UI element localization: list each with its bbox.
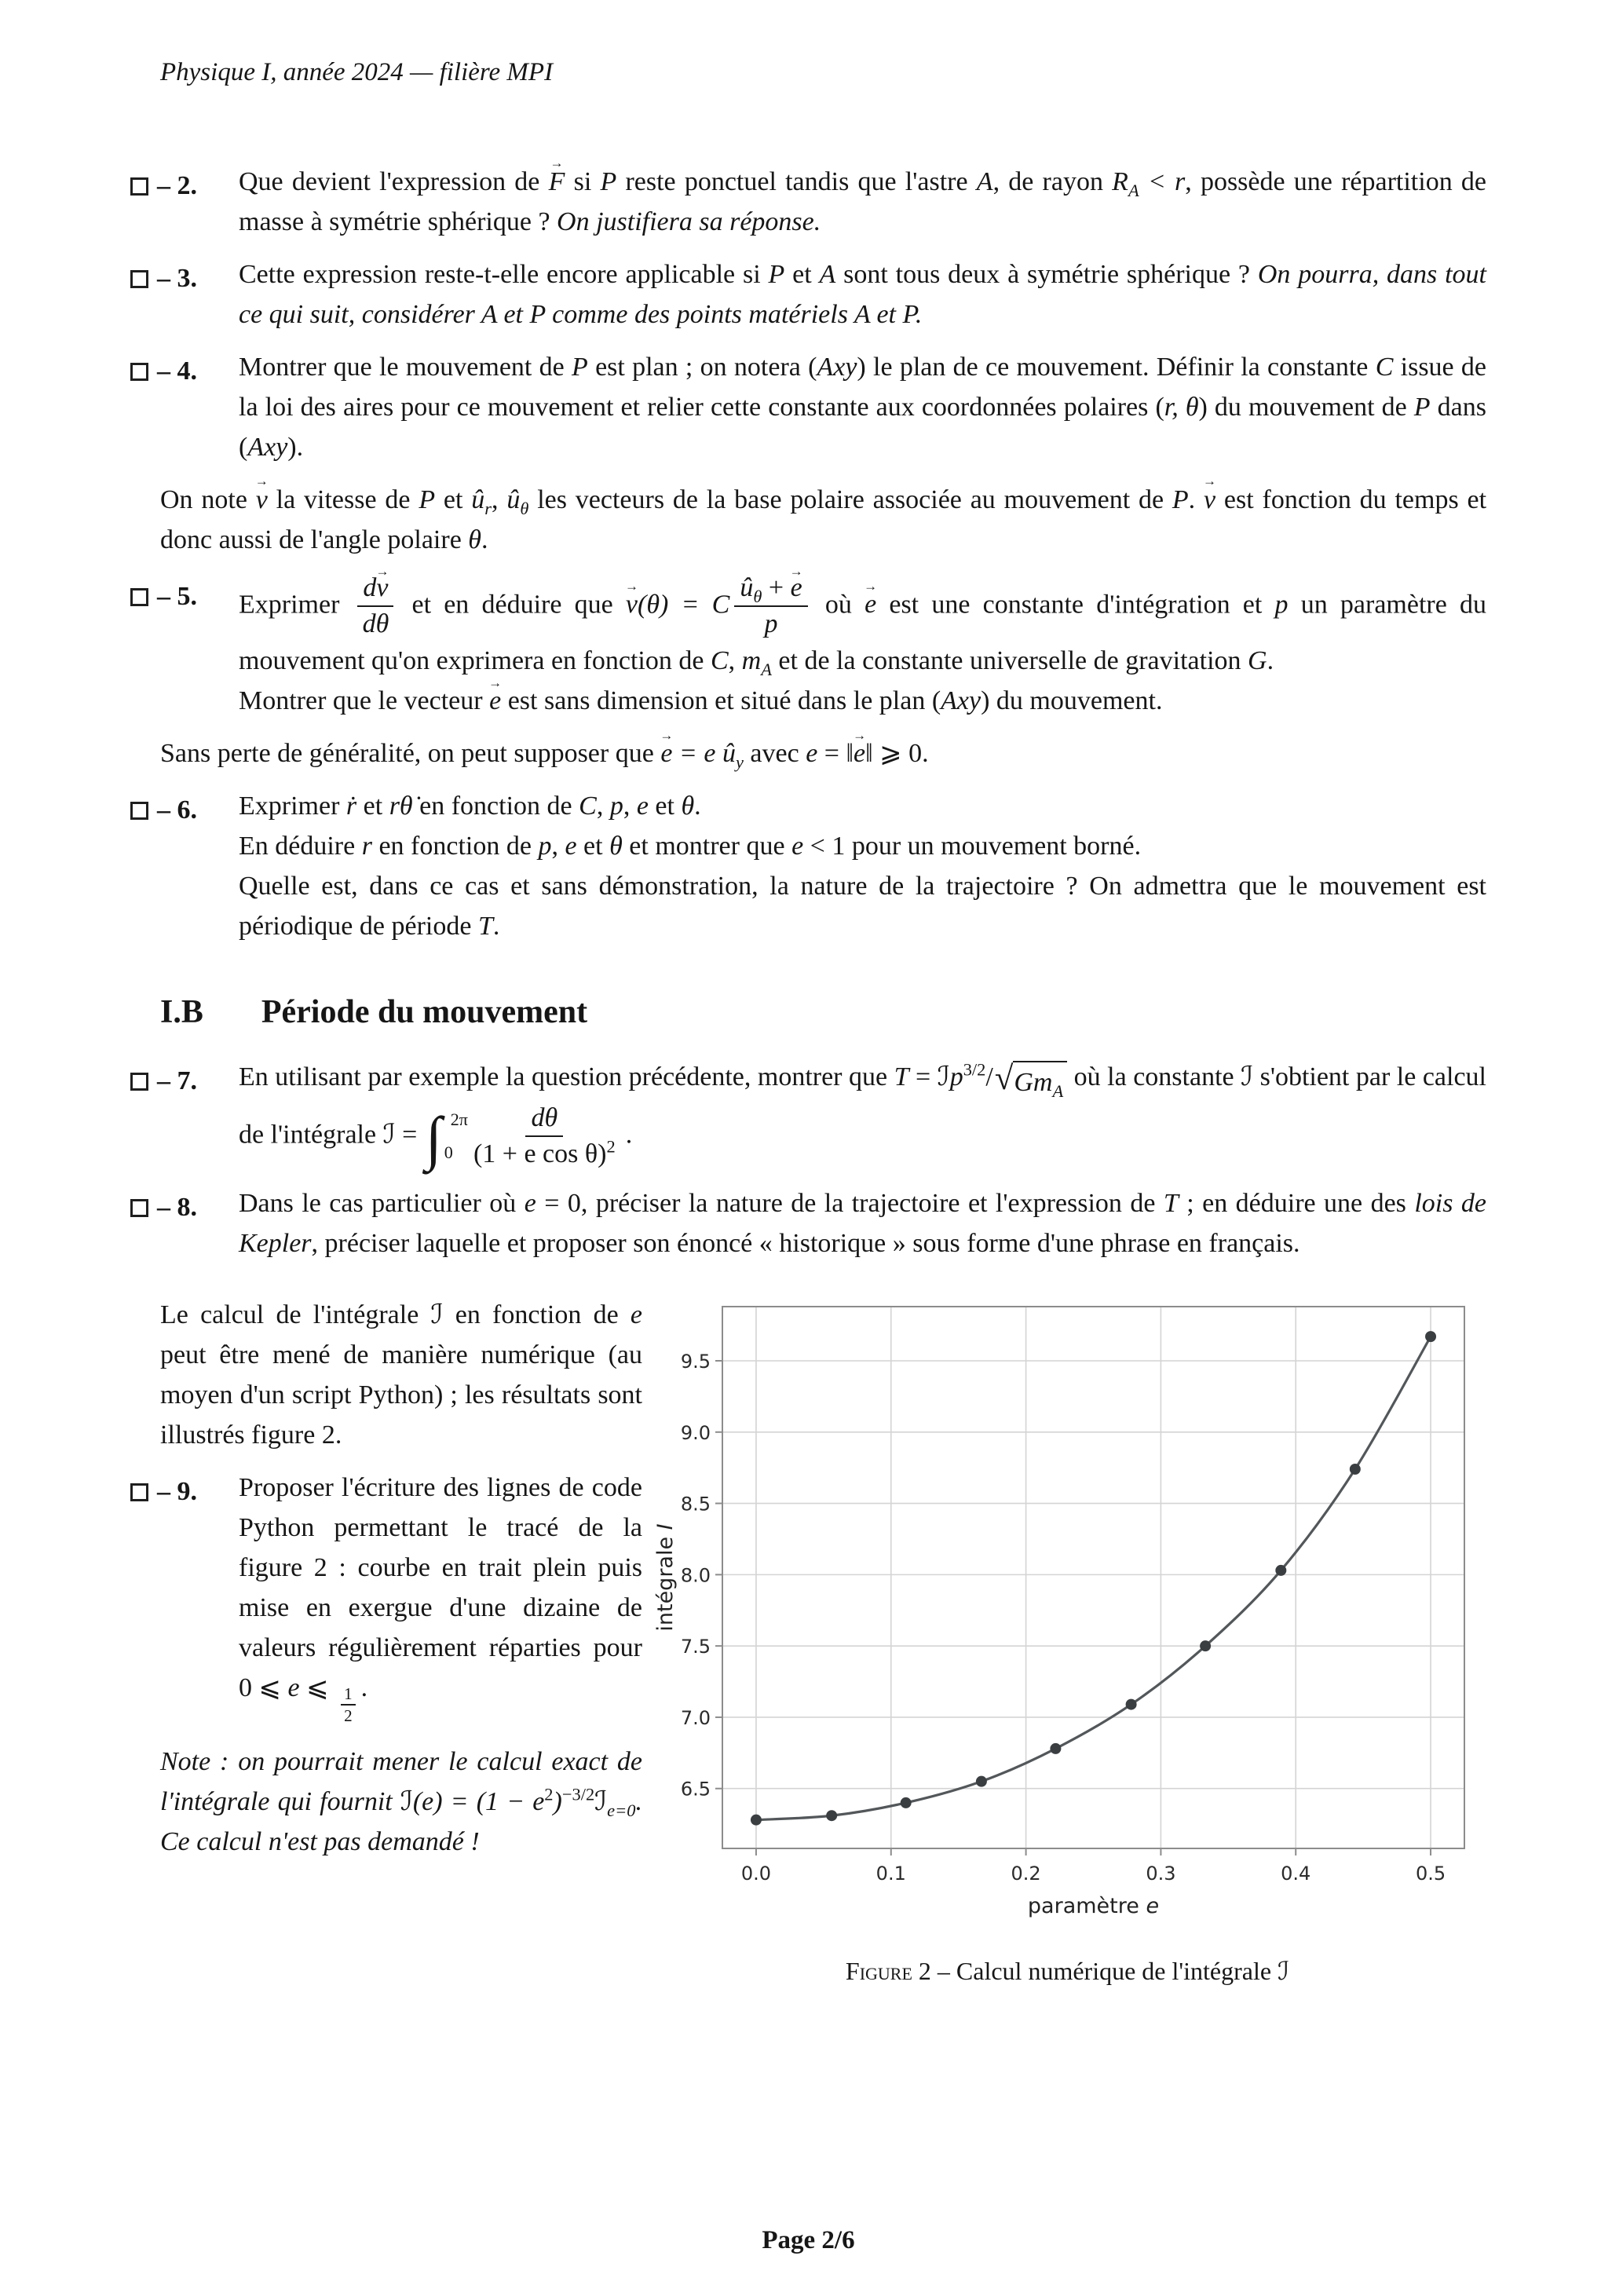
- text-segment: < 1 pour un mouvement borné.: [803, 832, 1142, 861]
- y-tick-label: 7.0: [680, 1707, 711, 1730]
- checkbox-icon: [130, 1073, 148, 1091]
- x-tick-label: 0.2: [1011, 1863, 1041, 1885]
- checkbox-icon: [130, 270, 148, 288]
- text-segment: ,: [728, 646, 742, 676]
- left-column: [130, 1295, 642, 1861]
- data-point: [900, 1797, 911, 1808]
- text-segment: A: [1128, 180, 1139, 200]
- text-segment: s'obtient par le calcul de l'intégrale: [239, 1062, 1486, 1150]
- text-segment: = ‖: [817, 739, 854, 769]
- text-segment: P: [1172, 484, 1189, 514]
- text-segment: 2 – Calcul numérique de l'intégrale: [912, 1957, 1278, 1986]
- document-header: [160, 53, 1486, 93]
- question-body: [239, 347, 1486, 467]
- text-segment: issue de la loi des aires pour ce mouvement et relier cette constante aux coordonnées polaires (: [239, 352, 1487, 422]
- data-point: [1125, 1699, 1136, 1710]
- integrand-fraction: [468, 1102, 621, 1172]
- text-segment: En utilisant par exemple la question précédente, montrer que: [239, 1062, 894, 1091]
- text-segment: 2: [606, 1137, 616, 1157]
- text-segment: dans (: [239, 392, 1486, 462]
- question-item-7: [130, 1057, 1486, 1172]
- text-segment: = e: [672, 739, 722, 769]
- right-column: [642, 1295, 1486, 1990]
- fraction-numerator: 1: [341, 1685, 356, 1706]
- text-segment: p: [609, 792, 623, 821]
- question-marker: [130, 1472, 197, 1512]
- question-body: [239, 786, 1486, 946]
- question-item-3: [130, 254, 1486, 335]
- vector-e: e →: [660, 733, 672, 773]
- fraction-uhat-e-over-p: [734, 572, 807, 642]
- text-segment: Axy: [817, 352, 857, 382]
- text-segment: r: [484, 498, 492, 518]
- text-segment: p: [764, 609, 778, 639]
- data-point: [1050, 1743, 1061, 1754]
- question-item-5: [130, 572, 1486, 722]
- question-6-paragraph-2: [239, 826, 1486, 866]
- text-segment: et: [576, 832, 610, 861]
- text-segment: P: [572, 352, 588, 382]
- text-segment: p: [1274, 590, 1289, 620]
- y-tick-label: 9.5: [680, 1351, 711, 1373]
- text-segment: θ: [520, 498, 529, 518]
- checkbox-icon: [130, 1199, 148, 1217]
- text-segment: sont tous deux à symétrie sphérique ?: [835, 259, 1258, 289]
- text-segment: Sans perte de généralité, on peut supposer que: [160, 739, 661, 769]
- text-segment: et: [356, 792, 389, 821]
- question-number: – 4.: [157, 356, 197, 386]
- text-segment: C: [1375, 352, 1394, 382]
- text-segment: û: [740, 572, 754, 602]
- text-segment: C: [579, 792, 597, 821]
- layout: e: [1145, 1894, 1159, 1919]
- layout: intégrale: [652, 1530, 678, 1632]
- text-segment: θ: [681, 792, 695, 821]
- question-5-paragraph-1: [239, 572, 1486, 682]
- text-segment: (θ) = C: [638, 590, 730, 620]
- question-number: – 2.: [157, 170, 197, 200]
- text-segment: Dans le cas particulier où: [239, 1189, 525, 1219]
- text-segment: θ: [753, 586, 762, 606]
- text-segment: En déduire: [239, 832, 362, 861]
- layout: paramètre: [1027, 1894, 1146, 1919]
- text-segment: ) du mouvement de: [1198, 392, 1414, 422]
- text-segment: R: [1112, 166, 1128, 196]
- text-segment: e: [791, 832, 804, 861]
- text-segment: y: [735, 751, 744, 772]
- text-segment: si: [565, 166, 601, 196]
- text-segment: dθ: [362, 609, 389, 639]
- text-segment: avec: [743, 739, 806, 769]
- data-point: [975, 1776, 986, 1787]
- question-number: – 6.: [157, 795, 197, 825]
- figure-2-chart: [652, 1295, 1484, 1923]
- bottom-columns: [130, 1295, 1486, 1990]
- question-marker: [130, 351, 197, 391]
- text-segment: Le calcul de l'intégrale: [160, 1300, 431, 1330]
- question-marker: [130, 790, 197, 830]
- text-segment: Quelle est, dans ce cas et sans démonstration, la nature de la trajectoire ? On admettra que le mouvement est périodique de période: [239, 872, 1486, 941]
- text-segment: < r: [1139, 166, 1186, 196]
- text-segment: ).: [287, 432, 304, 462]
- text-segment: .: [694, 792, 701, 821]
- paragraph-velocity: [160, 480, 1486, 560]
- data-point: [1425, 1331, 1436, 1342]
- script-I: ℐ: [594, 1785, 608, 1817]
- question-marker: [130, 1061, 197, 1101]
- text-segment: où la constante: [1067, 1062, 1241, 1091]
- question-5-paragraph-2: [239, 681, 1486, 721]
- question-number: – 7.: [157, 1066, 197, 1095]
- text-segment: P: [419, 484, 436, 514]
- text-segment: Cette expression reste-t-elle encore applicable si: [239, 259, 769, 289]
- text-segment: ,: [623, 792, 637, 821]
- fraction-one-half: [338, 1685, 358, 1725]
- text-segment: û: [722, 739, 736, 769]
- question-body: [239, 162, 1486, 242]
- text-segment: T: [1163, 1189, 1179, 1219]
- script-A: A: [481, 299, 497, 329]
- fraction-denominator: [468, 1137, 621, 1171]
- text-segment: Exprimer: [239, 792, 346, 821]
- integral: [425, 1105, 468, 1172]
- vector-v: v →: [376, 572, 388, 605]
- script-P: P: [529, 299, 546, 329]
- text-segment: .: [635, 1786, 642, 1816]
- text-segment: comme des points matériels A et P.: [545, 299, 923, 329]
- text-segment: A: [1052, 1080, 1064, 1101]
- integral-upper-limit: 2π: [450, 1110, 468, 1130]
- text-segment: et: [648, 792, 682, 821]
- y-tick-label: 9.0: [680, 1421, 711, 1444]
- text-segment: (e) = (1 − e: [412, 1786, 545, 1816]
- y-tick-label: 8.0: [680, 1564, 711, 1587]
- fraction-numerator: [525, 1102, 563, 1138]
- text-segment: On justifiera sa réponse.: [557, 207, 821, 236]
- text-segment: /: [985, 1062, 993, 1091]
- text-segment: m: [741, 646, 762, 676]
- text-segment: e: [630, 1300, 642, 1330]
- text-segment: et: [784, 259, 820, 289]
- text-segment: C: [710, 646, 729, 676]
- x-tick-label: 0.3: [1145, 1863, 1175, 1885]
- text-segment: en fonction de: [412, 792, 579, 821]
- x-tick-label: 0.5: [1415, 1863, 1446, 1885]
- text-segment: ,: [551, 832, 565, 861]
- text-segment: −3/2: [561, 1784, 595, 1804]
- plot-border: [722, 1307, 1464, 1848]
- text-segment: 3/2: [963, 1059, 986, 1080]
- paragraph-e-vector: [160, 733, 1486, 773]
- question-marker: [130, 1187, 197, 1227]
- page-number: Page 2/6: [762, 2225, 855, 2254]
- text-segment: Ce calcul n'est pas demandé !: [160, 1826, 480, 1856]
- vector-v: v →: [256, 480, 268, 520]
- question-number: – 5.: [157, 581, 197, 611]
- text-segment: Proposer l'écriture des lignes de code Python permettant le tracé de la figure 2 : courbe en trait plein puis mise en exergue d'une dizaine de valeurs régulièrement réparties pour 0 ⩽: [239, 1473, 642, 1703]
- script-A: A: [819, 259, 836, 289]
- text-segment: est plan ; on notera (: [587, 352, 817, 382]
- text-segment: .: [1267, 646, 1274, 676]
- section-heading: [160, 992, 1486, 1033]
- vector-e: e →: [489, 681, 501, 721]
- text-segment: ,: [596, 792, 610, 821]
- text-segment: Axy: [247, 432, 288, 462]
- checkbox-icon: [130, 802, 148, 820]
- text-segment: est fonction du temps et donc aussi de l'angle polaire: [160, 484, 1487, 554]
- text-segment: , de rayon: [992, 166, 1113, 196]
- caption-figure-word: Figure: [845, 1957, 912, 1986]
- data-point: [1275, 1565, 1286, 1576]
- x-tick-label: 0.4: [1280, 1863, 1310, 1885]
- text-segment: reste ponctuel tandis que l'astre: [616, 166, 977, 196]
- text-segment: , préciser laquelle et proposer son énoncé « historique » sous forme d'une phrase en français.: [311, 1229, 1300, 1259]
- question-marker: [130, 258, 197, 298]
- y-tick-label: 6.5: [680, 1778, 711, 1801]
- square-root: [995, 1060, 1067, 1102]
- script-G: G: [1248, 646, 1267, 676]
- text-segment: ; en déduire une des: [1178, 1189, 1415, 1219]
- vector-v: v →: [1204, 480, 1215, 520]
- text-segment: et: [496, 299, 530, 329]
- section-number: I.B: [160, 994, 203, 1031]
- text-segment: lois de Kepler: [239, 1189, 1487, 1259]
- question-item-2: [130, 162, 1486, 242]
- text-segment: = 0, préciser la nature de la trajectoire et l'expression de: [536, 1189, 1164, 1219]
- question-body: [239, 1183, 1486, 1263]
- vector-v: v →: [626, 584, 638, 624]
- question-body: [239, 1057, 1486, 1172]
- text-segment: e: [287, 1673, 300, 1703]
- question-number: – 3.: [157, 263, 197, 293]
- question-marker: [130, 166, 197, 206]
- text-segment: et en déduire que: [399, 590, 626, 620]
- checkbox-icon: [130, 588, 148, 606]
- question-item-6: [130, 786, 1486, 946]
- text-segment: , possède une répartition de masse à symétrie sphérique ?: [239, 166, 1486, 236]
- script-I: ℐ: [1278, 1956, 1290, 1987]
- checkbox-icon: [130, 1483, 148, 1501]
- question-body: [239, 572, 1486, 722]
- text-segment: A: [761, 659, 772, 679]
- vector-e: e →: [854, 733, 865, 773]
- text-segment: r, θ: [1164, 392, 1199, 422]
- data-point: [1349, 1464, 1360, 1475]
- text-segment: est une constante d'intégration et: [876, 590, 1275, 620]
- text-segment: d: [363, 572, 377, 602]
- script-I: ℐ: [937, 1060, 950, 1092]
- text-segment: e: [806, 739, 818, 769]
- page-footer: [130, 2221, 1486, 2265]
- fraction-denominator: [357, 607, 395, 641]
- fraction-numerator: [357, 572, 393, 608]
- data-line: [755, 1336, 1430, 1820]
- paragraph-numeric-intro: [160, 1295, 642, 1455]
- y-axis-label: [653, 1524, 678, 1632]
- text-segment: +: [762, 572, 791, 602]
- script-A: A: [976, 166, 993, 196]
- vector-e: e →: [791, 572, 802, 605]
- text-segment: .: [481, 525, 488, 554]
- text-segment: e: [636, 792, 649, 821]
- question-item-9: [130, 1468, 642, 1725]
- text-segment: et montrer que: [622, 832, 792, 861]
- text-segment: peut être mené de manière numérique (au moyen d'un script Python) ; les résultats sont illustrés figure 2.: [160, 1340, 642, 1450]
- text-segment: un paramètre du mouvement qu'on exprimera en fonction de: [239, 590, 1487, 676]
- fraction-denominator: 2: [344, 1706, 353, 1726]
- text-segment: 2: [544, 1784, 554, 1804]
- script-G: G: [1014, 1067, 1033, 1097]
- text-segment: et: [435, 484, 472, 514]
- text-segment: Exprimer: [239, 590, 353, 620]
- figure-2: [652, 1295, 1484, 1935]
- text-segment: ) le plan de ce mouvement. Définir la constante: [857, 352, 1376, 382]
- radical-sign: √: [994, 1059, 1014, 1097]
- text-segment: =: [395, 1120, 424, 1150]
- data-point: [750, 1815, 761, 1826]
- text-segment: On note: [160, 484, 256, 514]
- question-6-paragraph-3: [239, 866, 1486, 946]
- text-segment: =: [908, 1062, 938, 1091]
- text-segment: Montrer que le mouvement de: [239, 352, 572, 382]
- text-segment: e=0: [607, 1800, 636, 1820]
- y-tick-label: 7.5: [680, 1636, 711, 1658]
- text-segment: p: [949, 1062, 963, 1091]
- fraction-dv-dtheta: [357, 572, 395, 642]
- fraction-numerator: [734, 572, 807, 608]
- figure-caption: [846, 1952, 1289, 1990]
- text-segment: e: [565, 832, 577, 861]
- text-segment: e: [524, 1189, 536, 1219]
- x-tick-label: 0.0: [740, 1863, 771, 1885]
- note-paragraph: [160, 1742, 642, 1862]
- text-segment: m: [1033, 1067, 1053, 1097]
- text-segment: en fonction de: [443, 1300, 631, 1330]
- script-I: ℐ: [400, 1785, 413, 1817]
- text-segment: Que devient l'expression de: [239, 166, 549, 196]
- question-item-8: [130, 1183, 1486, 1263]
- text-segment: .: [360, 1673, 368, 1703]
- text-segment: On pourra, dans tout ce qui suit, considérer: [239, 259, 1486, 329]
- text-segment: en fonction de: [371, 832, 539, 861]
- text-segment: Axy: [941, 686, 981, 716]
- text-segment: ,: [492, 484, 507, 514]
- vector-e: e →: [865, 584, 876, 624]
- script-P: P: [768, 259, 785, 289]
- text-segment: Note : on pourrait mener le calcul exact de l'intégrale qui fournit: [160, 1746, 642, 1816]
- text-segment: ⩽: [299, 1673, 336, 1703]
- text-segment: ): [553, 1786, 562, 1816]
- text-segment: où: [812, 590, 865, 620]
- checkbox-icon: [130, 177, 148, 196]
- fraction-denominator: [759, 607, 784, 641]
- script-P: P: [600, 166, 617, 196]
- text-segment: ṙ: [345, 792, 357, 821]
- text-segment: dθ: [531, 1102, 558, 1132]
- integral-lower-limit: 0: [444, 1143, 453, 1163]
- text-segment: et de la constante universelle de gravitation: [771, 646, 1248, 676]
- text-segment: Montrer que le vecteur: [239, 686, 490, 716]
- section-title: Période du mouvement: [261, 994, 588, 1031]
- text-segment: T: [477, 912, 493, 941]
- question-number: – 8.: [157, 1193, 197, 1223]
- question-number: – 9.: [157, 1477, 197, 1507]
- text-segment: rθ̇: [389, 792, 413, 821]
- text-segment: (1 + e cos θ): [473, 1139, 607, 1169]
- data-point: [1200, 1640, 1211, 1651]
- text-segment: r: [361, 832, 372, 861]
- text-segment: û: [506, 484, 521, 514]
- text-segment: P: [1413, 392, 1431, 422]
- question-marker: [130, 576, 197, 616]
- text-segment: est sans dimension et situé dans le plan (: [501, 686, 941, 716]
- header-text: Physique I, année 2024 — filière MPI: [160, 58, 554, 86]
- text-segment: la vitesse de: [267, 484, 419, 514]
- integral-sign: ∫: [425, 1105, 442, 1172]
- x-tick-label: 0.1: [875, 1863, 906, 1885]
- text-segment: û: [471, 484, 485, 514]
- x-axis-label: [1027, 1894, 1158, 1918]
- text-segment: ‖ ⩾ 0.: [865, 739, 929, 769]
- text-segment: θ: [609, 832, 623, 861]
- radicand: [1013, 1061, 1067, 1102]
- text-segment: ) du mouvement.: [981, 686, 1163, 716]
- text-segment: .: [492, 912, 500, 941]
- text-segment: .: [625, 1120, 633, 1150]
- question-6-paragraph-1: [239, 786, 1486, 826]
- script-I: ℐ: [430, 1299, 444, 1331]
- text-segment: p: [538, 832, 552, 861]
- question-body: [239, 1468, 642, 1725]
- script-I: ℐ: [1241, 1060, 1254, 1092]
- text-segment: T: [894, 1062, 909, 1091]
- y-tick-label: 8.5: [680, 1493, 711, 1515]
- question-item-4: [130, 347, 1486, 467]
- text-segment: .: [1188, 484, 1204, 514]
- question-body: [239, 254, 1486, 335]
- script-I: ℐ: [382, 1118, 396, 1150]
- layout: I: [652, 1523, 678, 1530]
- integral-limits: [444, 1110, 468, 1163]
- vector-F: F →: [549, 162, 565, 202]
- text-segment: les vecteurs de la base polaire associée au mouvement de: [528, 484, 1172, 514]
- text-segment: θ: [468, 525, 481, 554]
- data-point: [826, 1810, 837, 1821]
- checkbox-icon: [130, 363, 148, 381]
